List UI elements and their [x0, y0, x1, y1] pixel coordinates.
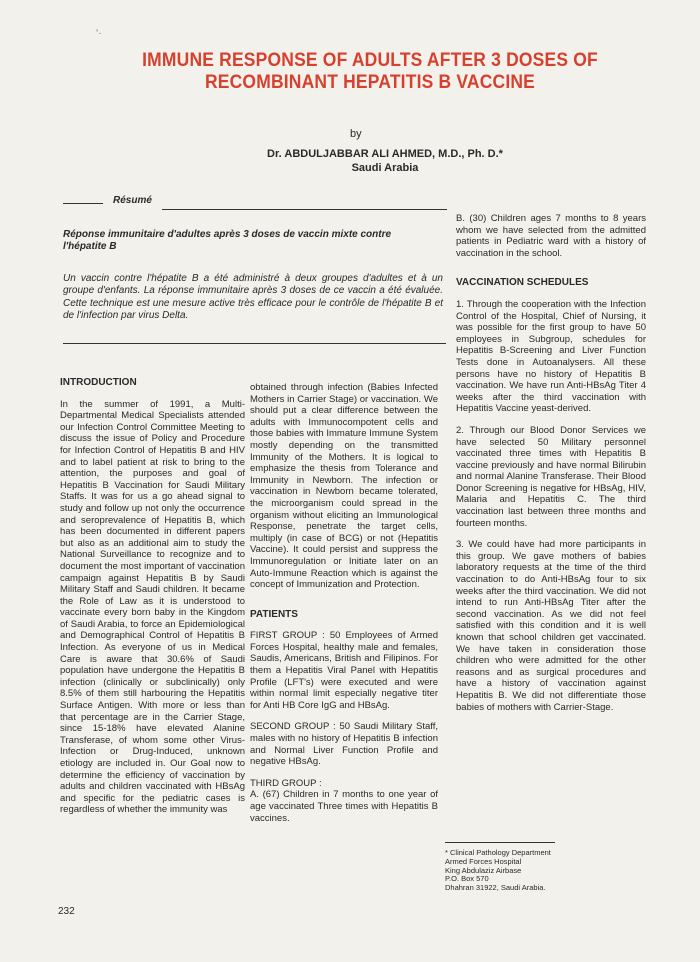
patients-heading: PATIENTS: [250, 608, 298, 620]
author-name: Dr. ABDULJABBAR ALI AHMED, M.D., Ph. D.*: [267, 148, 503, 160]
footnote-line-3: King Abdulaziz Airbase: [445, 865, 522, 875]
title-line-1: IMMUNE RESPONSE OF ADULTS AFTER 3 DOSES OF: [142, 50, 598, 71]
title-line-2: RECOMBINANT HEPATITIS B VACCINE: [204, 72, 536, 93]
author-country: Saudi Arabia: [351, 162, 419, 174]
footnote: [445, 849, 645, 893]
introduction-heading: INTRODUCTION: [60, 377, 137, 388]
resume-body: Un vaccin contre l'hépatite B a été administré à deux groupes d'adultes et à un groupe d'enfants. La réponse immunitaire après 3 doses de ce vaccin a été évaluée. Cette technique est une mesure active très efficace pour le contrôle de l'hépatite B et de l'infection par virus Delta.: [63, 273, 443, 321]
first-group-paragraph: FIRST GROUP : 50 Employees of Armed Forces Hospital, healthy male and females, Saudis, Americans, British and Filipinos. For them a Hepatitis Viral Panel with Hepatitis Profile (LFT's) were executed and were within normal limit especially negative titer for Anti HB Core IgG and HBsAg.: [250, 630, 438, 711]
resume-end-rule: [63, 343, 446, 344]
third-group-b-paragraph: B. (30) Children ages 7 months to 8 years whom we have selected from the admitted patients in Pediatric ward with a history of vaccination in the school.: [456, 213, 646, 259]
resume-rule-right: [162, 209, 447, 210]
footnote-line-1: * Clinical Pathology Department: [445, 848, 551, 857]
third-group-label: THIRD GROUP :: [250, 777, 322, 789]
byline-by: by: [350, 128, 362, 140]
column-1: [60, 377, 245, 826]
footnote-line-5: Dhahran 31922, Saudi Arabia.: [445, 883, 546, 893]
column-2: [250, 382, 438, 834]
introduction-paragraph: In the summer of 1991, a Multi-Departmental Medical Specialists attended our Infection Control Committee Meeting to discuss the issue of Policy and Procedure for Infection Control of Hepatitis B and HIV and to label patient at risk to bring to the attention, the purposes and goal of Hepatitis B Vaccination for Saudi Military Staffs. It was for us a go ahead signal to study and follow up not only the occurrence and seroprevalence of Hepatitis B, which has been documented in different papers but also as an additional aim to study the National Surveillance to recognize and to document the most important of vaccination campaign against Hepatitis B by Saudi Military Staff and Saudi children. It became the Role of Law as it is understood to vaccinate every born baby in the Kingdom of Saudi Arabia, to force an Epidemiological and Demographical Control of Hepatitis B Infection. As everyone of us in Medical Care is aware that 30.6% of Saudi population have undergone the Hepatitis B infection (clinically or subclinically) only 8.5% of them still harbouring the Hepatitis Surface Antigen. With more or less than that percentage are in the Carrier Stage, since 15-18% have elevated Alanine Transferase, of whom some other Virus-Infection or Drug-Induced, unknown etiology are included in. Our Goal now to determine the efficiency of vaccination by adults and children vaccinated with HBsAg and specific for the pediatric cases is regardless of whether the immunity was: [60, 398, 245, 816]
footnote-rule: [445, 842, 555, 843]
third-group-a-paragraph: A. (67) Children in 7 months to one year of age vaccinated Three times with Hepatitis B vaccines.: [250, 789, 438, 824]
corner-mark: ‘·: [96, 28, 102, 39]
second-group-paragraph: SECOND GROUP : 50 Saudi Military Staff, males with no history of Hepatitis B infection and Normal Liver Function Profile and negative HBsAg.: [250, 721, 438, 768]
introduction-continued: obtained through infection (Babies Infected Mothers in Carrier Stage) or vaccination. We should put a clear difference between the adults with Immunocompotent cells and those babies with Immature Immune System mostly depending on the transmitted Immunity of the Mothers. It is logical to emphasize the thesis from Tolerance and Immunity in Newborn. The infection or vaccination in Newborn became tolerated, the microorganism could spread in the organism without eliciting an Immunological Response, penetrate the target cells, multiply (in case of BCG) or not (Hepatitis Vaccine). It could persist and suppress the Immunoregulation or Initiate later on an Auto-Immune Reaction which is against the concept of Immunization and Protection.: [250, 382, 438, 591]
resume-title: Réponse immunitaire d'adultes après 3 doses de vaccin mixte contre l'hépatite B: [63, 229, 392, 252]
author-block: [235, 147, 535, 175]
resume-rule-left: [63, 203, 103, 204]
schedule-3-paragraph: 3. We could have had more participants in this group. We gave mothers of babies laboratory requests at the time of the third vaccination to do Anti-HBsAg four to six weeks after the third vaccination. We did not intend to run Anti-HBsAg Titer after the second vaccination. As we did not feel satisfied with this condition and it is well known that school children get vaccinated. We have taken in consideration those children who were admitted for the other reasons and as surgical procedures and have a history of vaccination against Hepatitis B. We did not differentiate those babies of mothers with Carrier-Stage.: [456, 539, 646, 713]
article-title: [131, 50, 609, 94]
column-3: [456, 213, 646, 723]
footnote-line-2: Armed Forces Hospital: [445, 856, 522, 866]
page-number: 232: [58, 906, 75, 917]
resume-label: Résumé: [113, 195, 152, 206]
schedule-1-paragraph: 1. Through the cooperation with the Infection Control of the Hospital, Chief of Nursing, it was possible for the first group to have 50 employees in Subgroup, schedules for Hepatitis B-Screening and Liver Function Tests done in Autoanalysers. All these persons have no history of Hepatitis B vaccination. We have run Anti-HBsAg Titer 4 weeks after the third vaccination with Hepatitis Vaccine yeast-derived.: [456, 298, 646, 415]
footnote-line-4: P.O. Box 570: [445, 874, 489, 884]
vaccination-schedules-heading: VACCINATION SCHEDULES: [456, 277, 589, 289]
schedule-2-paragraph: 2. Through our Blood Donor Services we have selected 50 Military personnel vaccinated three times with Hepatitis B vaccine previously and have normal Bilirubin and normal Alanine Transferase. Their Blood Donor Screening is negative for HBsAg, HIV, Malaria and Hepatitis C. The third vaccination last between three months and fourteen months.: [456, 424, 646, 529]
